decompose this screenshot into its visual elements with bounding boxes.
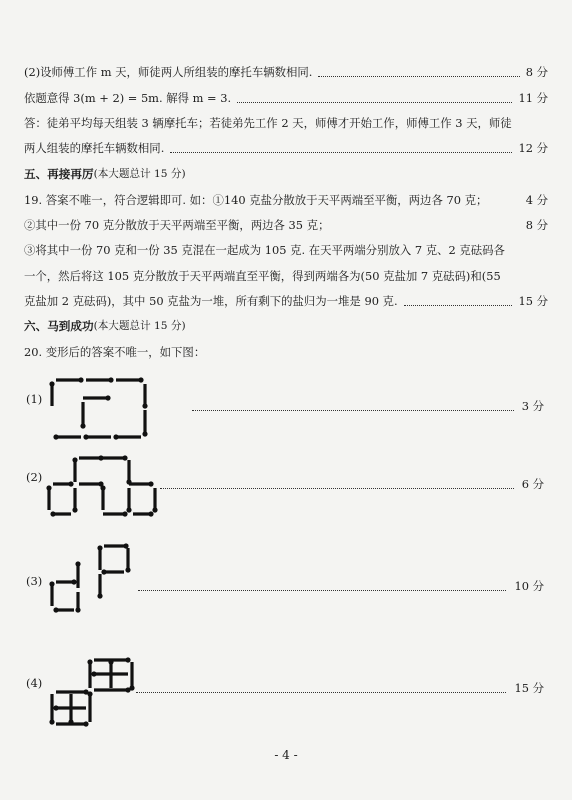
page-number: - 4 - bbox=[274, 748, 298, 762]
matchstick-figure-4 bbox=[48, 654, 138, 734]
figure-score-line-4 bbox=[136, 680, 544, 696]
leader-dots bbox=[192, 402, 514, 411]
figure-score-line-2 bbox=[160, 476, 544, 492]
answer-line-19d: 一个，然后将这 105 克分散放于天平两端直至平衡，得到两端各为(50 克盐加 7 克砝码)和(55 bbox=[24, 269, 501, 283]
score-value: 8 分 bbox=[525, 218, 548, 232]
score-value: 4 分 bbox=[525, 193, 548, 207]
leader-dots bbox=[237, 93, 512, 103]
answer-line-20: 20. 变形后的答案不唯一，如下图： bbox=[24, 345, 206, 359]
leader-dots bbox=[160, 480, 514, 489]
figure-score-line-3 bbox=[138, 578, 544, 594]
answer-line-1: (2)设师傅工作 m 天，师徒两人所组装的摩托车辆数相同. 8 分 bbox=[24, 65, 548, 79]
leader-dots bbox=[318, 67, 519, 77]
matchstick-figure-3 bbox=[48, 540, 148, 620]
section-heading-6: 六、马到成功 (本大题总计 15 分) bbox=[24, 319, 186, 333]
answer-line-3: 答：徒弟平均每天组装 3 辆摩托车；若徒弟先工作 2 天，师傅才开始工作，师傅工作 3 天，师徒 bbox=[24, 116, 512, 130]
score-value: 15 分 bbox=[514, 681, 544, 695]
leader-dots bbox=[138, 582, 506, 591]
match-heads bbox=[49, 543, 130, 612]
leader-dots bbox=[136, 684, 506, 693]
leader-dots bbox=[404, 296, 513, 306]
match-heads bbox=[49, 377, 147, 439]
score-value: 12 分 bbox=[518, 141, 548, 155]
answer-line-19c: ③将其中一份 70 克和一份 35 克混在一起成为 105 克. 在天平两端分别放入 7 克、2 克砝码各 bbox=[24, 243, 505, 257]
matchstick-figure-1 bbox=[48, 374, 188, 444]
score-value: 6 分 bbox=[521, 477, 544, 491]
leader-dots bbox=[170, 143, 512, 153]
answer-line-4: 两人组装的摩托车辆数相同. 12 分 bbox=[24, 141, 548, 155]
answer-line-19e: 克盐加 2 克砝码)，其中 50 克盐为一堆，所有剩下的盐归为一堆是 90 克. 15 分 bbox=[24, 294, 548, 308]
figure-score-line-1 bbox=[192, 398, 544, 414]
matchsticks bbox=[52, 660, 132, 724]
answer-line-19a: 19. 答案不唯一，符合逻辑即可. 如：①140 克盐分散放于天平两端至平衡，两边各 70 克； 4 分 bbox=[24, 193, 548, 207]
score-value: 11 分 bbox=[518, 91, 548, 105]
score-value: 3 分 bbox=[521, 399, 544, 413]
answer-line-19b: ②其中一份 70 克分散放于天平两端至平衡，两边各 35 克； 8 分 bbox=[24, 218, 548, 232]
score-value: 8 分 bbox=[525, 65, 548, 79]
figure-label-1: (1) bbox=[26, 392, 43, 406]
figure-label-4: (4) bbox=[26, 676, 43, 690]
score-value: 10 分 bbox=[514, 579, 544, 593]
matchsticks bbox=[52, 380, 145, 437]
figure-label-3: (3) bbox=[26, 574, 43, 588]
section-heading-5: 五、再接再厉 (本大题总计 15 分) bbox=[24, 167, 186, 181]
score-value: 15 分 bbox=[518, 294, 548, 308]
answer-line-2: 依题意得 3(m + 2) = 5m. 解得 m = 3. 11 分 bbox=[24, 91, 548, 105]
figure-label-2: (2) bbox=[26, 470, 43, 484]
matchsticks bbox=[52, 546, 128, 610]
